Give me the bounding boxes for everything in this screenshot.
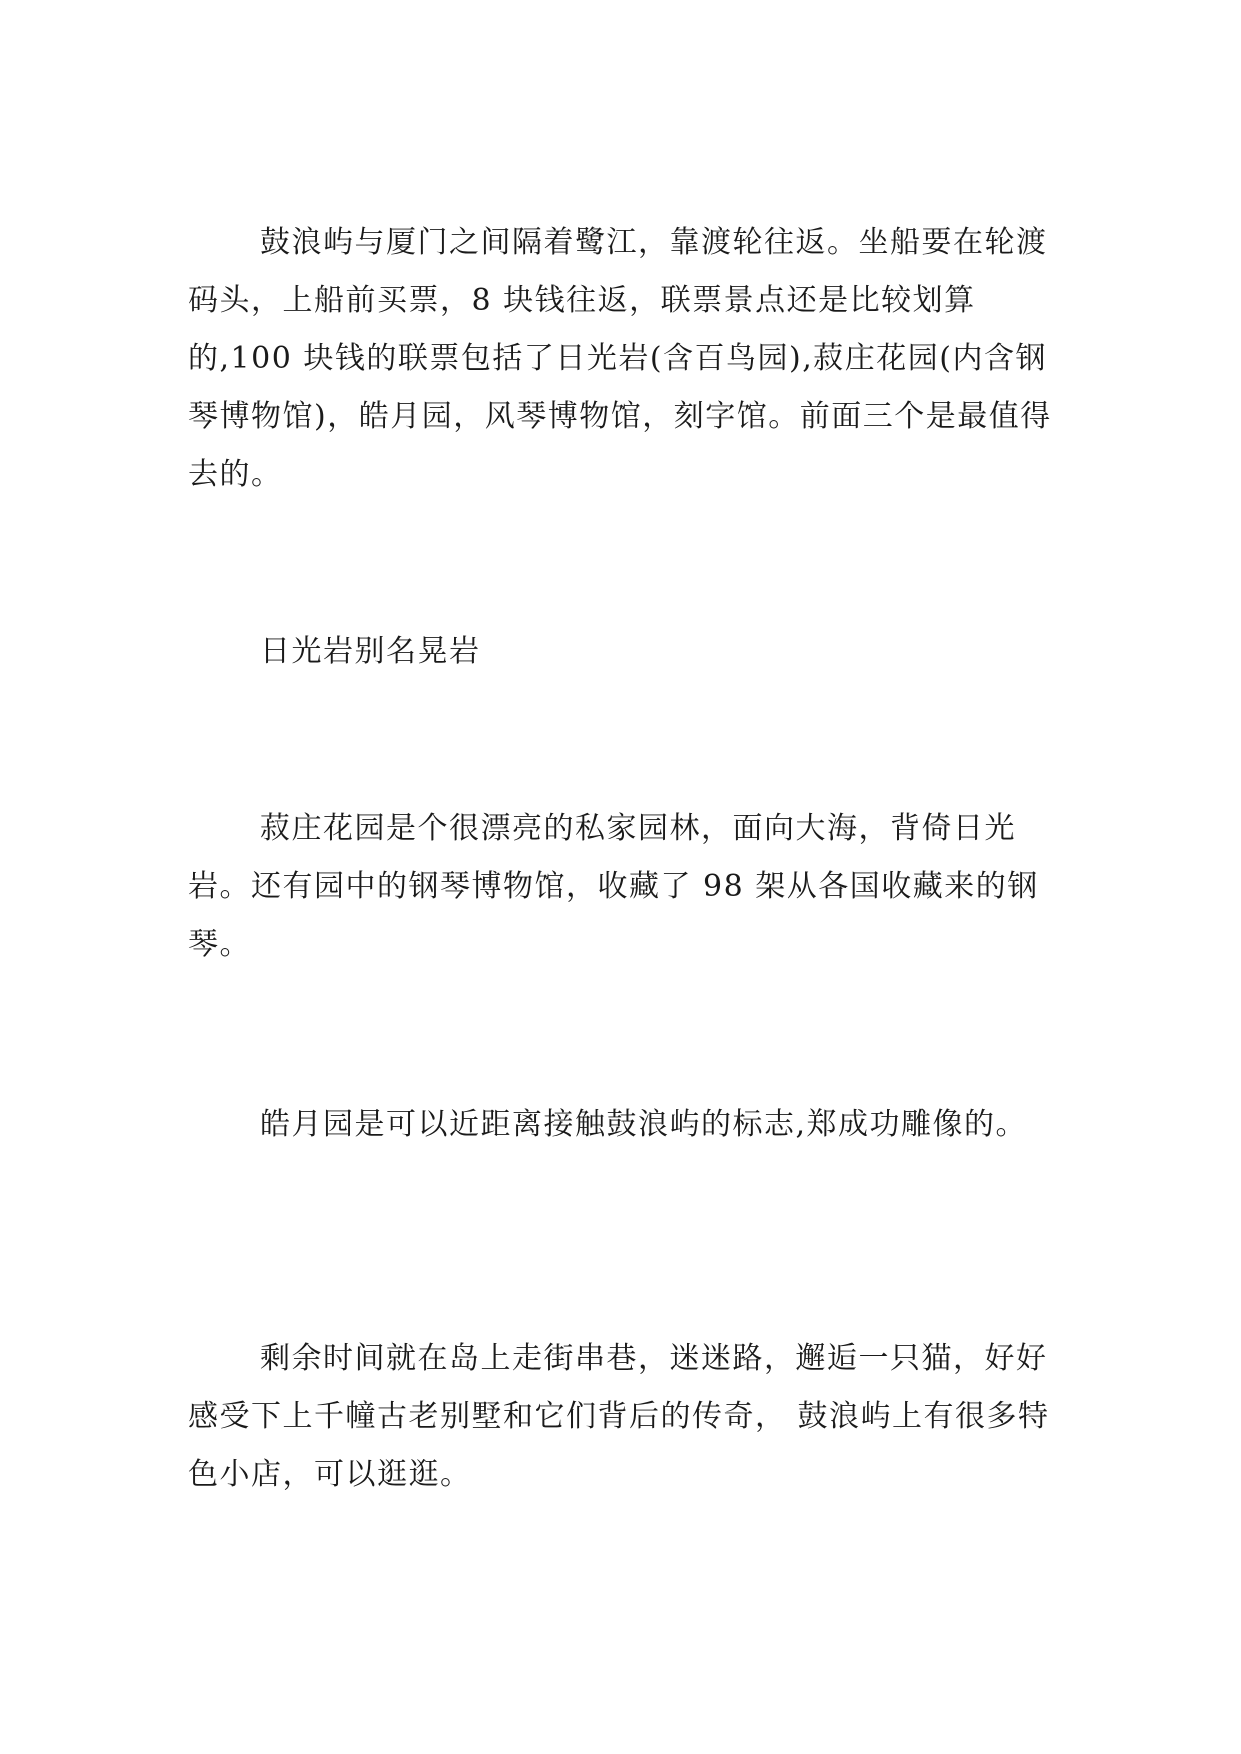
paragraph-free-time: 剩余时间就在岛上走街串巷，迷迷路，邂逅一只猫，好好感受下上千幢古老别墅和它们背后的传奇， 鼓浪屿上有很多特色小店，可以逛逛。 <box>188 1341 1050 1492</box>
paragraph-shuzhuang-garden: 菽庄花园是个很漂亮的私家园林，面向大海，背倚日光岩。还有园中的钢琴博物馆，收藏了 98 架从各国收藏来的钢琴。 <box>188 811 1039 962</box>
paragraph-haoyue-garden: 皓月园是可以近距离接触鼓浪屿的标志,郑成功雕像的。 <box>260 1107 1028 1142</box>
paragraph-ferry-tickets: 鼓浪屿与厦门之间隔着鹭江，靠渡轮往返。坐船要在轮渡码头，上船前买票，8 块钱往返，联票景点还是比较划算的,100 块钱的联票包括了日光岩(含百鸟园),菽庄花园(内含钢琴博物馆)，皓月园，风琴博物馆，刻字馆。前面三个是最值得去的。 <box>188 225 1052 492</box>
paragraph-sunlight-rock: 日光岩别名晃岩 <box>260 634 481 669</box>
